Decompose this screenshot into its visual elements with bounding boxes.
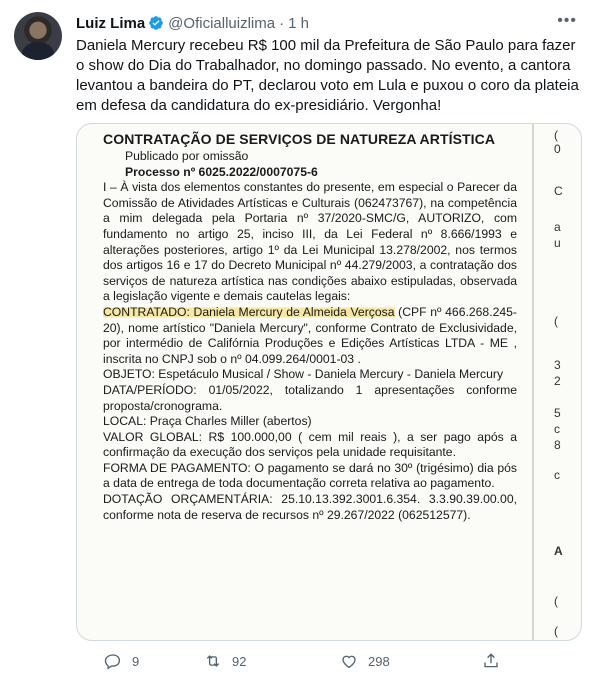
author-handle[interactable]: @Oficialluizlima	[168, 14, 276, 32]
adjacent-column	[540, 124, 580, 640]
side-glyph: u	[554, 236, 561, 250]
share-icon	[482, 652, 500, 670]
document-process: Processo nº 6025.2022/0007075-6	[125, 164, 318, 179]
like-button[interactable]	[340, 652, 390, 670]
action-bar	[76, 650, 580, 672]
document-data: DATA/PERÍODO: 01/05/2022, totalizando 1 apresentações conforme proposta/cronograma.	[103, 382, 517, 413]
retweet-button[interactable]	[204, 652, 246, 670]
document-clipping	[103, 130, 517, 523]
document-title: CONTRATAÇÃO DE SERVIÇOS DE NATUREZA ARTÍSTICA	[103, 131, 496, 147]
avatar[interactable]	[14, 12, 62, 60]
document-valor: VALOR GLOBAL: R$ 100.000,00 ( cem mil reais ), a ser pago após a confirmação da execução dos serviços pela unidade requisitante.	[103, 429, 517, 460]
tweet-image[interactable]	[76, 123, 582, 641]
document-paragraph-1: I – À vista dos elementos constantes do presente, em especial o Parecer da Comissão de Atividades Artísticas e Culturais (062473767), na competência a mim delegada pela Portaria nº 37/2020-SMC/G, AUTORIZO, com fundamento no artigo 25, inciso III, da Lei Federal nº 8.666/1993 e alterações posteriores, artigo 1º da Lei Municipal 13.278/2002, nos termos dos artigos 16 e 17 do Decreto Municipal nº 44.279/2003, a contratação dos serviços de natureza artística nas condições abaixo estipuladas, observada a legislação vigente e demais cautelas legais:	[103, 180, 517, 304]
tweet-text: Daniela Mercury recebeu R$ 100 mil da Prefeitura de São Paulo para fazer o show do Dia do Trabalhador, no domingo passado. No evento, a cantora levantou a bandeira do PT, declarou voto em Lula e puxou o coro da plateia em defesa da candidatura do ex-presidiário. Vergonha!	[76, 37, 579, 114]
reply-icon	[104, 652, 122, 670]
retweet-icon	[204, 652, 222, 670]
side-glyph: 8	[554, 438, 561, 452]
verified-badge-icon	[148, 15, 164, 31]
highlighted-contratado: CONTRATADO: Daniela Mercury de Almeida Verçosa	[103, 304, 395, 319]
side-glyph: (	[554, 314, 558, 328]
tweet-timestamp[interactable]: 1 h	[288, 14, 309, 32]
retweet-count: 92	[232, 653, 247, 669]
document-pagamento: FORMA DE PAGAMENTO: O pagamento se dará no 30º (trigésimo) dia pós a data de entrega de toda documentação correta relativa ao pagamento.	[103, 460, 517, 491]
document-dotacao: DOTAÇÃO ORÇAMENTÁRIA: 25.10.13.392.3001.6.354. 3.3.90.39.00.00, conforme nota de reserva de recursos nº 29.267/2022 (062512577).	[103, 492, 517, 522]
contratado-details: (CPF nº 466.268.245-20), nome artístico "Daniela Mercury", conforme Contrato de Exclusividade, por intermédio de Califórnia Produções e Edições Artísticas LTDA - ME , inscrita no CNPJ sob o nº 04.099.264/0001-03 .	[103, 304, 517, 366]
side-glyph: (	[554, 594, 558, 608]
like-count: 298	[368, 653, 390, 669]
side-glyph: 3	[554, 358, 561, 372]
document-contratado	[103, 305, 517, 367]
side-glyph: 5	[554, 406, 561, 420]
document-local: LOCAL: Praça Charles Miller (abertos)	[103, 414, 312, 429]
side-glyph: (	[554, 128, 558, 142]
more-options-icon[interactable]: •••	[557, 12, 577, 29]
side-glyph: c	[554, 468, 560, 482]
tweet-header	[76, 12, 577, 34]
reply-button[interactable]	[104, 652, 139, 670]
separator: ·	[279, 14, 285, 32]
document-published: Publicado por omissão	[125, 149, 249, 163]
page-fold	[532, 124, 534, 640]
side-glyph: c	[554, 422, 560, 436]
side-glyph: 0	[554, 142, 561, 156]
share-button[interactable]	[482, 652, 500, 670]
side-glyph: (	[554, 624, 558, 638]
author-name[interactable]: Luiz Lima	[76, 14, 146, 32]
side-glyph: A	[554, 544, 563, 558]
document-objeto: OBJETO: Espetáculo Musical / Show - Daniela Mercury - Daniela Mercury	[103, 367, 504, 382]
reply-count: 9	[132, 653, 140, 669]
side-glyph: 2	[554, 374, 561, 388]
heart-icon	[340, 652, 358, 670]
side-glyph: a	[554, 220, 561, 234]
side-glyph: C	[554, 184, 563, 198]
